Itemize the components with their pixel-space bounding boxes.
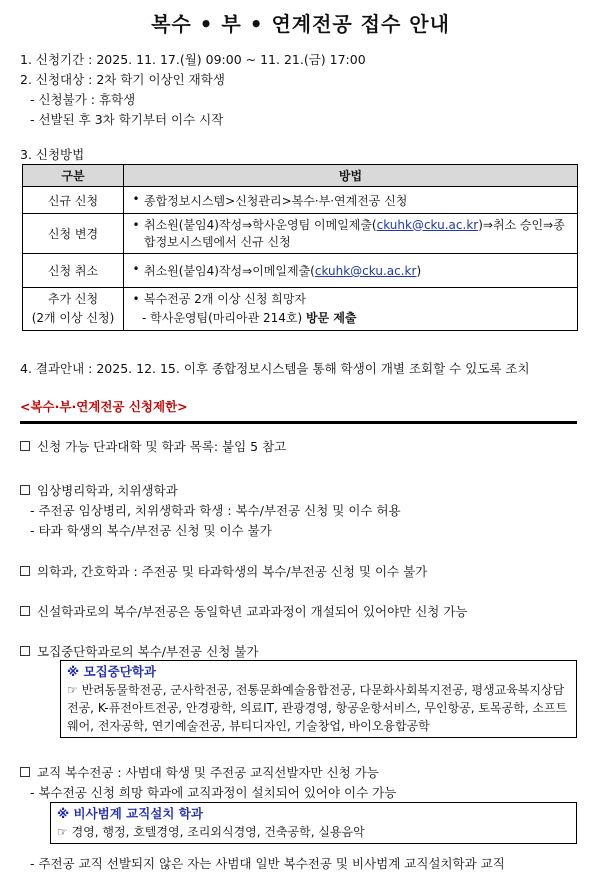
column-header: 방법: [124, 165, 578, 187]
checkbox-square-icon: [20, 767, 30, 777]
restriction-item: 교직 복수전공 : 사범대 학생 및 주전공 교직선발자만 신청 가능: [20, 763, 379, 781]
restriction-subitem: - 타과 학생의 복수/부전공 신청 및 이수 불가: [30, 523, 272, 538]
table-header-row: [23, 165, 578, 187]
target-excluded: - 신청불가 : 휴학생: [30, 92, 136, 107]
table-row: [23, 187, 578, 214]
page-title: 복수 • 부 • 연계전공 접수 안내: [151, 12, 450, 36]
restriction-subitem: - 복수전공 신청 희망 학과에 교직과정이 설치되어 있어야 이수 가능: [30, 785, 397, 800]
box-content: ☞ 반려동물학전공, 군사학전공, 전통문화예술융합전공, 다문화사회복지전공, 평생교육복지상담전공, K-퓨전아트전공, 안경광학, 의료IT, 관광경영, 항공운항서비스, 무인항공, 토목공학, 소프트웨어, 전자공학, 연기예술전공, 뷰티디자인, 기술창업, 바이오융합공학: [67, 683, 568, 733]
email-link[interactable]: ckuhk@cku.ac.kr: [314, 264, 417, 278]
row-method: • 취소원(붙임4)작성⇒학사운영팀 이메일제출(ckuhk@cku.ac.kr)⇒취소 승인⇒종합정보시스템에서 신규 신청: [124, 214, 578, 254]
row-method: • 종합정보시스템>신청관리>복수·부·연계전공 신청: [124, 187, 578, 214]
checkbox-square-icon: [20, 441, 30, 451]
restriction-item: 모집중단학과로의 복수/부전공 신청 불가: [20, 642, 258, 660]
row-label: 추가 신청 (2개 이상 신청): [23, 288, 124, 331]
table-row: [23, 214, 578, 254]
target-note: - 선발된 후 3차 학기부터 이수 시작: [30, 112, 224, 127]
row-method: • 복수전공 2개 이상 신청 희망자 - 학사운영팀(마리아관 214호) 방문 제출: [124, 288, 578, 331]
box-title: ※ 비사범계 교직설치 학과: [57, 806, 203, 821]
method-table: [22, 164, 578, 331]
restriction-subitem: - 주전공 교직 선발되지 않은 자는 사범대 일반 복수전공 및 비사범계 교직설치학과 교직: [30, 856, 505, 871]
row-label: 신청 변경: [23, 214, 124, 254]
row-label: 신청 취소: [23, 254, 124, 288]
result-notice: 4. 결과안내 : 2025. 12. 15. 이후 종합정보시스템을 통해 학생이 개별 조회할 수 있도록 조치: [20, 361, 530, 376]
application-period: 1. 신청기간 : 2025. 11. 17.(월) 09:00 ~ 11. 21.(금) 17:00: [20, 52, 366, 67]
application-target: 2. 신청대상 : 2차 학기 이상인 재학생: [20, 72, 225, 87]
column-header: 구분: [23, 165, 124, 187]
checkbox-square-icon: [20, 606, 30, 616]
application-method-heading: 3. 신청방법: [20, 147, 85, 162]
restriction-item: 신청 가능 단과대학 및 학과 목록: 붙임 5 참고: [20, 437, 286, 455]
email-link[interactable]: ckuhk@cku.ac.kr: [376, 217, 479, 232]
checkbox-square-icon: [20, 485, 30, 495]
table-row: [23, 288, 578, 331]
row-label: 신규 신청: [23, 187, 124, 214]
restriction-item: 신설학과로의 복수/부전공은 동일학년 교과과정이 개설되어 있어야만 신청 가능: [20, 602, 468, 620]
restriction-heading: <복수·부·연계전공 신청제한>: [20, 399, 188, 414]
row-method: • 취소원(붙임4)작성⇒이메일제출(ckuhk@cku.ac.kr): [124, 254, 578, 288]
restriction-item: 임상병리학과, 치위생학과: [20, 481, 178, 499]
box-title: ※ 모집중단학과: [67, 664, 156, 679]
box-content: ☞ 경영, 행정, 호텔경영, 조리외식경영, 건축공학, 실용음악: [57, 825, 365, 839]
table-row: [23, 254, 578, 288]
checkbox-square-icon: [20, 566, 30, 576]
restriction-subitem: - 주전공 임상병리, 치위생학과 학생 : 복수/부전공 신청 및 이수 허용: [30, 503, 401, 518]
suspended-departments-box: [60, 660, 577, 738]
checkbox-square-icon: [20, 646, 30, 656]
teaching-departments-box: [50, 802, 577, 844]
divider: [20, 421, 577, 424]
restriction-item: 의학과, 간호학과 : 주전공 및 타과학생의 복수/부전공 신청 및 이수 불가: [20, 562, 427, 580]
